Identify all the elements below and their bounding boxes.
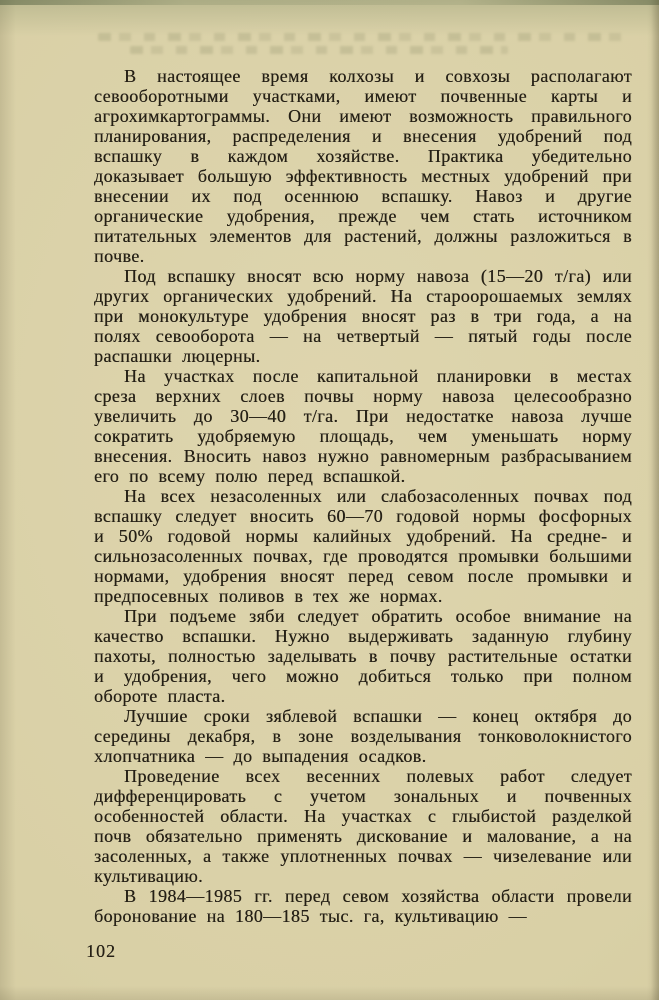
paragraph: Лучшие сроки зяблевой вспашки — конец октября до середины декабря, в зоне возделывания тонковолокнистого хлопчатника — до выпадения осадков. <box>94 706 632 766</box>
bleedthrough-line <box>98 33 623 41</box>
paragraph: При подъеме зяби следует обратить особое внимание на качество вспашки. Нужно выдерживать заданную глубину пахоты, полностью заделывать в почву растительные остатки и удобрения, чего можно добиться только при полном обороте пласта. <box>94 606 632 706</box>
paragraph: На всех незасоленных или слабозасоленных почвах под вспашку следует вносить 60—70 годовой нормы фосфорных и 50% годовой нормы калийных удобрений. На средне- и сильнозасоленных почвах, где проводятся промывки большими нормами, удобрения вносят перед севом после промывки и предпосевных поливов в тех же нормах. <box>94 486 632 606</box>
bleedthrough-text <box>98 33 623 59</box>
paragraph: В настоящее время колхозы и совхозы располагают севооборотными участками, имеют почвенные карты и агрохимкартограммы. Они имеют возможность правильного планирования, распределения и внесения удобрений под вспашку в каждом хозяйстве. Практика убедительно доказывает большую эффективность местных удобрений при внесении их под осеннюю вспашку. Навоз и другие органические удобрения, прежде чем стать источником питательных элементов для растений, должны разложиться в почве. <box>94 66 632 266</box>
page-number: 102 <box>86 941 116 961</box>
paragraph: В 1984—1985 гг. перед севом хозяйства области провели боронование на 180—185 тыс. га, культивацию — <box>94 886 632 926</box>
bleedthrough-line <box>130 46 508 54</box>
page-text-block <box>94 66 632 926</box>
paragraph: На участках после капитальной планировки в местах среза верхних слоев почвы норму навоза целесообразно увеличить до 30—40 т/га. При недостатке навоза лучше сократить удобряемую площадь, чем уменьшать норму внесения. Вносить навоз нужно равномерным разбрасыванием его по всему полю перед вспашкой. <box>94 366 632 486</box>
paragraph: Под вспашку вносят всю норму навоза (15—20 т/га) или других органических удобрений. На староорошаемых землях при монокультуре удобрения вносят раз в три года, а на полях севооборота — на четвертый — пятый годы после распашки люцерны. <box>94 266 632 366</box>
paragraph: Проведение всех весенних полевых работ следует дифференцировать с учетом зональных и почвенных особенностей области. На участках с глыбистой разделкой почв обязательно применять дискование и малование, а на засоленных, а также уплотненных почвах — чизелевание или культивацию. <box>94 766 632 886</box>
